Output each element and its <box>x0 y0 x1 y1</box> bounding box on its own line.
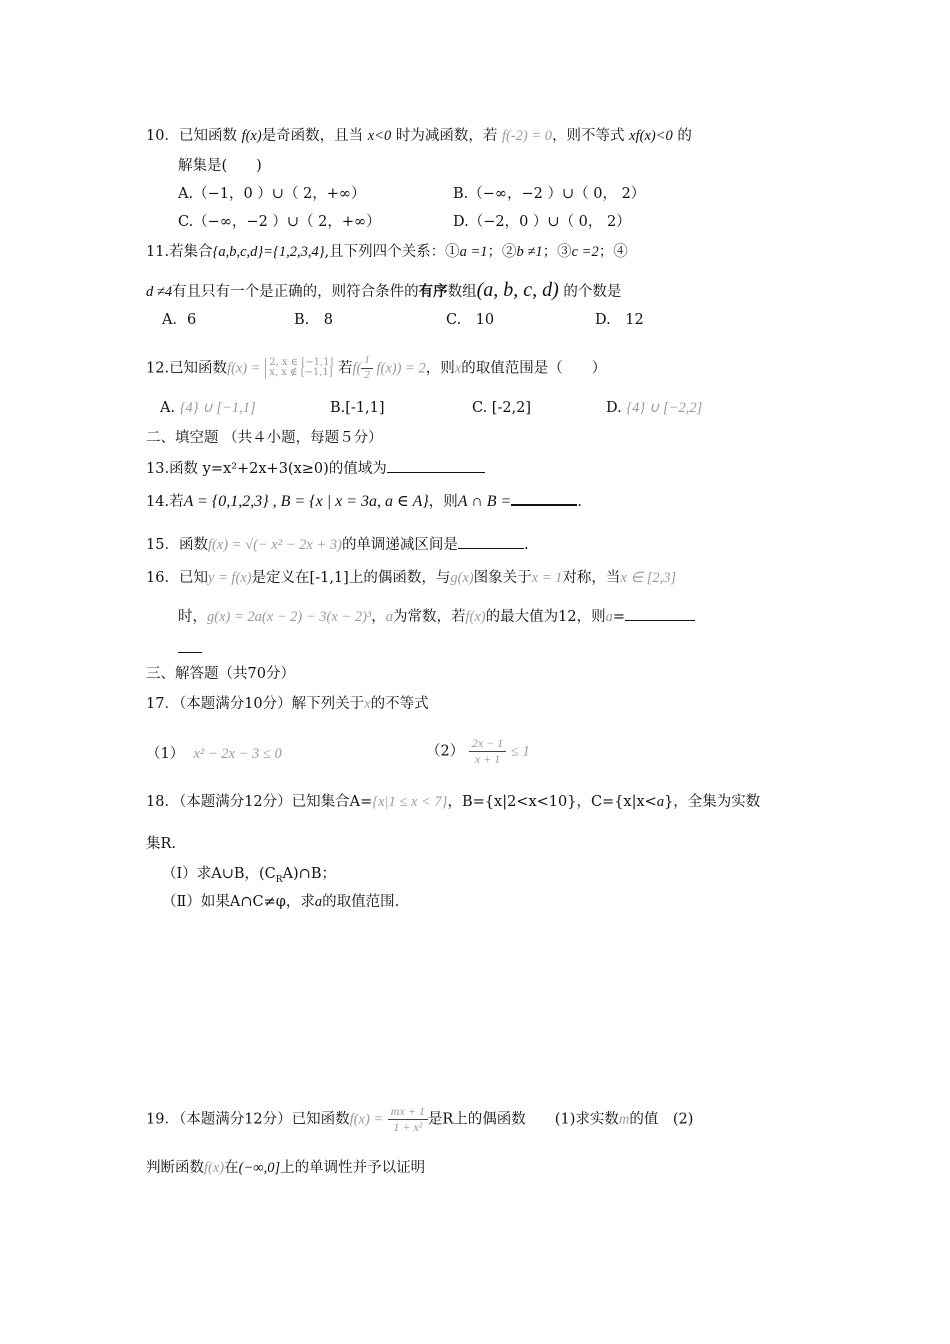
math-expr: f(x)) = 2 <box>372 360 426 377</box>
math-expr: y = f(x) <box>207 570 252 586</box>
math-expr: {4} ∪ [−2,2] <box>626 400 703 416</box>
text: ，则不等式 <box>552 128 630 144</box>
text: ；② <box>487 244 517 260</box>
text: 的不等式 <box>370 696 429 712</box>
text: 函数 y=x²+2x+3(x≥0)的值域为 <box>169 461 387 477</box>
math-expr: {4} ∪ [−1,1] <box>179 400 256 416</box>
denominator: 2 <box>364 368 370 381</box>
text: . <box>577 494 582 510</box>
q10-option-b: B.（−∞，−2 ）∪（ 0， 2） <box>453 186 646 202</box>
text: 的单调递减区间是 <box>341 537 458 553</box>
text: 判断函数 <box>146 1160 204 1176</box>
text: ,且下列四个关系：① <box>324 244 460 260</box>
q14-line <box>146 490 582 511</box>
q11-option-a: A．6 <box>162 312 197 328</box>
text: 时， <box>178 609 207 625</box>
question-number: 11. <box>146 244 170 260</box>
text: 若 <box>169 494 184 510</box>
q18-line2: 集R. <box>146 836 177 852</box>
math-expr: x² − 2x − 3 ≤ 0 <box>193 746 282 762</box>
text: 的取值范围是（ ） <box>461 360 607 377</box>
text: 是定义在[-1,1]上的偶函数，与 <box>251 570 451 586</box>
text: （本题满分10分）解下列关于 <box>178 696 365 712</box>
denominator: 1 + x² <box>393 1120 423 1134</box>
q12-option-c: C. [-2,2] <box>472 400 532 416</box>
text: （本题满分12分）已知集合A= <box>178 794 373 810</box>
q12-option-b: B.[-1,1] <box>330 400 385 416</box>
math-expr: ={1,2,3,4} <box>263 244 325 260</box>
q12-option-a <box>160 400 256 417</box>
text: 的取值范围. <box>322 894 400 910</box>
q10-line1 <box>146 128 692 145</box>
text: ；④ <box>598 244 628 260</box>
text: ，则 <box>425 360 455 377</box>
q18-part2 <box>162 894 399 911</box>
answer-blank <box>387 458 485 473</box>
answer-blank-continuation <box>178 652 202 653</box>
numerator: 1 <box>361 354 373 369</box>
q18-part1 <box>162 866 336 886</box>
text: 函数 <box>178 537 208 553</box>
q17-line1 <box>146 696 429 713</box>
math-var: a <box>385 609 394 625</box>
text: 若集合 <box>169 244 213 260</box>
math-var: a <box>656 794 665 810</box>
text: 的最大值为12，则 <box>485 609 606 625</box>
q11-line1 <box>146 244 628 261</box>
math-var: a <box>314 894 323 910</box>
text: 是奇函数，且当 <box>261 128 368 144</box>
question-number: 13. <box>146 461 170 477</box>
fraction-half <box>361 354 373 383</box>
math-expr: xf(x)<0 <box>629 128 673 144</box>
math-expr: A = {0,1,2,3} , B = {x | x = 3a, a ∈ A} <box>183 493 429 510</box>
text: 对称，当 <box>562 570 621 586</box>
q15-line <box>146 534 529 554</box>
answer-blank <box>625 606 695 621</box>
text: ；③ <box>542 244 572 260</box>
q10-line2: 解集是( ) <box>178 158 262 174</box>
answer-blank <box>511 490 577 506</box>
math-expr: g(x) = 2a(x − 2) − 3(x − 2)³ <box>207 609 372 625</box>
text: 上的单调性并予以证明 <box>280 1160 426 1176</box>
numerator: 2x − 1 <box>469 736 506 752</box>
part-label: （1） <box>146 746 185 762</box>
piece-2: x, x ∉ [−1,1] <box>269 367 333 379</box>
text: 的 <box>672 128 692 144</box>
math-var: x <box>364 696 371 712</box>
question-number: 19． <box>146 1111 179 1128</box>
piece-1: 2, x ∈ [−1,1] <box>269 356 334 368</box>
numerator: mx + 1 <box>388 1104 428 1120</box>
q13-line <box>146 458 485 478</box>
text: （Ⅰ）求A∪B，(C <box>162 866 276 882</box>
math-expr: {a,b,c,d} <box>212 244 264 260</box>
text: ，B={x|2<x<10}，C={x|x< <box>447 794 657 810</box>
text: 数组 <box>447 284 477 300</box>
math-expr: c =2 <box>571 244 599 260</box>
fraction <box>388 1104 428 1135</box>
question-number: 15． <box>146 537 179 553</box>
math-expr: f(x) = <box>349 1111 384 1128</box>
text: 已知 <box>178 570 208 586</box>
text: 是R上的偶函数 (1)求实数 <box>427 1111 619 1128</box>
math-expr: f(x) = <box>227 360 261 377</box>
q19-line1 <box>146 1104 693 1135</box>
q12-line1 <box>146 354 606 383</box>
math-expr: f( <box>352 360 362 377</box>
subscript: R <box>275 874 283 885</box>
question-number: 14. <box>146 494 170 510</box>
text: 有且只有一个是正确的，则符合条件的 <box>172 284 419 300</box>
math-expr: ≤ 1 <box>510 743 530 760</box>
text: （Ⅱ）如果A∩C≠φ，求 <box>162 894 315 910</box>
question-number: 10． <box>146 128 179 144</box>
math-var: x <box>454 360 462 377</box>
math-expr: g(x) <box>450 570 474 586</box>
q11-line2 <box>146 278 621 302</box>
q11-option-c: C. 10 <box>446 312 495 328</box>
denominator: x + 1 <box>474 752 501 766</box>
math-expr: x ∈ [2,3] <box>620 570 677 586</box>
math-expr: f(-2) = 0 <box>502 128 553 144</box>
q10-option-d: D.（−2，0 ）∪（ 0， 2） <box>453 214 631 230</box>
section-2-heading: 二、填空题 （共４小题，每题５分） <box>146 430 383 446</box>
question-number: 16． <box>146 570 179 586</box>
math-expr: d ≠4 <box>146 284 173 300</box>
text: 在 <box>224 1160 239 1176</box>
question-number: 12. <box>146 360 170 377</box>
q16-line1 <box>146 570 676 587</box>
q19-line2 <box>146 1160 425 1177</box>
text: ， <box>371 609 386 625</box>
q16-line2 <box>178 606 695 626</box>
text: 时为减函数，若 <box>391 128 502 144</box>
piecewise-definition <box>265 358 333 379</box>
q10-option-c: C.（−∞，−2 ）∪（ 2，+∞） <box>178 214 381 230</box>
math-expr: x = 1 <box>531 570 563 586</box>
text: = <box>612 609 625 625</box>
text: A)∩B； <box>282 866 336 882</box>
text: ，则 <box>428 494 458 510</box>
math-expr: f(x) <box>241 128 262 144</box>
answer-blank <box>458 534 524 549</box>
q18-line1 <box>146 794 760 811</box>
math-expr: f(x) = √(− x² − 2x + 3) <box>207 537 342 553</box>
math-expr: f(x) <box>465 609 486 625</box>
bold-text: 有序 <box>418 283 448 300</box>
q17-part1 <box>146 746 282 763</box>
q11-option-b: B. 8 <box>294 312 333 328</box>
math-expr: (a, b, c, d) <box>476 279 559 301</box>
q11-option-d: D. 12 <box>595 312 644 328</box>
math-expr: A ∩ B = <box>457 493 512 510</box>
math-expr: x<0 <box>367 128 392 144</box>
option-label: D. <box>606 400 627 416</box>
text: 图象关于 <box>473 570 532 586</box>
text: 为常数，若 <box>393 609 466 625</box>
text: （本题满分12分）已知函数 <box>178 1111 350 1128</box>
text: . <box>523 537 529 553</box>
q17-part2 <box>426 736 530 767</box>
text: 的个数是 <box>558 284 622 300</box>
math-var: m <box>618 1111 630 1128</box>
math-expr: a =1 <box>459 244 488 260</box>
option-label: A. <box>160 400 180 416</box>
math-var: a <box>605 609 613 625</box>
part-label: （2） <box>426 743 465 760</box>
q12-option-d <box>606 400 702 417</box>
question-number: 18． <box>146 794 179 810</box>
math-expr: b ≠1 <box>516 244 543 260</box>
math-expr: f(x) <box>204 1160 225 1176</box>
question-number: 17． <box>146 696 179 712</box>
q10-option-a: A.（−1，0 ）∪（ 2，+∞） <box>178 186 366 202</box>
section-3-heading: 三、解答题（共70分） <box>146 666 295 682</box>
text: 若 <box>338 360 353 377</box>
text: 的值 (2) <box>629 1111 694 1128</box>
text: 已知函数 <box>178 128 242 144</box>
math-expr: (−∞,0] <box>238 1160 281 1176</box>
math-expr: {x|1 ≤ x < 7} <box>372 794 448 810</box>
fraction <box>469 736 506 767</box>
text: 已知函数 <box>169 360 228 377</box>
text: }，全集为实数 <box>664 794 761 810</box>
